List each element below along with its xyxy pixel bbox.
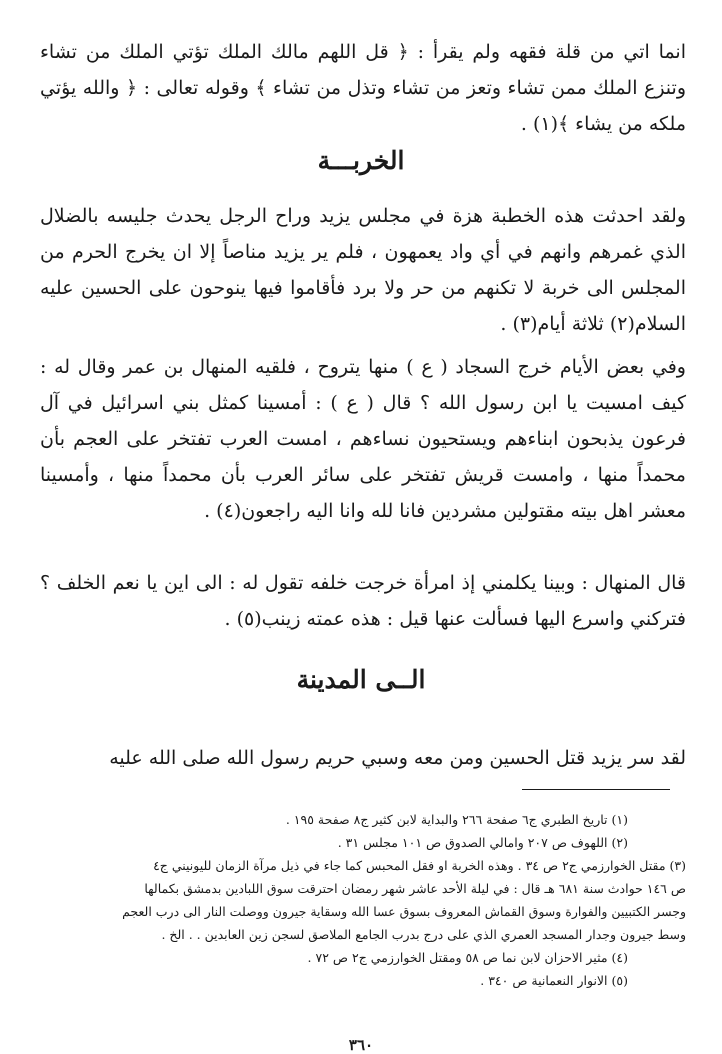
footnote-continuation: وسط جيرون وجدار المسجد العمري الذي على درج بدرب الجامع الملاصق لسجن زين العابدين . . الخ . [161, 927, 686, 942]
paragraph-intro: انما اتي من قلة فقهه ولم يقرأ : ﴿ قل اللهم مالك الملك تؤتي الملك من تشاء وتنزع الملك ممن تشاء وتعز من تشاء وتذل من تشاء ﴾ وقوله تعالى : ﴿ والله يؤتي ملكه من يشاء ﴾(١) . [40, 41, 686, 135]
heading-to-medina: الــى المدينة [296, 665, 426, 694]
footnote-item: (٢) اللهوف ص ٢٠٧ وامالي الصدوق ص ١٠١ مجلس ٣١ . [337, 835, 628, 850]
paragraph-sajjad-minhal: وفي بعض الأيام خرج السجاد ( ع ) منها يتروح ، فلقيه المنهال بن عمر وقال له : كيف امسيت يا ابن رسول الله ؟ قال ( ع ) : أمسينا كمثل بني اسرائيل في آل فرعون يذبحون ابناءهم ويستحيون نساءهم ، امست العرب تفتخر على العجم بأن محمداً منها ، وامست قريش تفتخر على سائر العرب بأن محمداً منها ، وأمسينا معشر اهل بيته مقتولين مشردين فانا لله وانا اليه راجعون(٤) . [40, 356, 686, 522]
footnote-item: (١) تاريخ الطبري ج٦ صفحة ٢٦٦ والبداية لابن كثير ج٨ صفحة ١٩٥ . [285, 812, 628, 827]
footnotes-list [38, 808, 686, 992]
footnote-separator [522, 789, 670, 790]
heading-ruin: الخربـــة [317, 146, 405, 175]
footnote-item: (٥) الانوار النعمانية ص ٣٤٠ . [480, 973, 628, 988]
footnote-item: (٣) مقتل الخوارزمي ج٢ ص ٣٤ . وهذه الخربة او فقل المحبس كما جاء في ذيل مرآة الزمان لليونيني ج٤ [153, 858, 686, 873]
paragraph-minhal-zaynab: قال المنهال : وبينا يكلمني إذ امرأة خرجت خلفه تقول له : الى اين يا نعم الخلف ؟ فتركني واسرع اليها فسألت عنها قيل : هذه عمته زينب(٥) . [40, 572, 686, 630]
footnote-continuation: ص ١٤٦ حوادث سنة ٦٨١ هـ قال : في ليلة الأحد عاشر شهر رمضان احترقت سوق اللبادين بدمشق بكمالها [144, 881, 686, 896]
footnote-item: (٤) مثير الاحزان لابن نما ص ٥٨ ومقتل الخوارزمي ج٢ ص ٧٢ . [307, 950, 628, 965]
paragraph-yazid-pleased: لقد سر يزيد قتل الحسين ومن معه وسبي حريم رسول الله صلى الله عليه [109, 747, 686, 769]
footnote-continuation: وجسر الكتبيين والفوارة وسوق القماش المعروف بسوق عسا الله وسقاية جيرون ووصلت النار الى درب العجم [122, 904, 686, 919]
page-number: ٣٦٠ [348, 1036, 374, 1054]
paragraph-sermon-effect: ولقد احدثت هذه الخطبة هزة في مجلس يزيد وراح الرجل يحدث جليسه بالضلال الذي غمرهم وانهم في أي واد يعمهون ، فلم ير يزيد مناصاً إلا ان يخرج الحرم من المجلس الى خربة لا تكنهم من حر ولا برد فأقاموا فيها ينوحون على الحسين عليه السلام(٢) ثلاثة أيام(٣) . [40, 205, 686, 335]
